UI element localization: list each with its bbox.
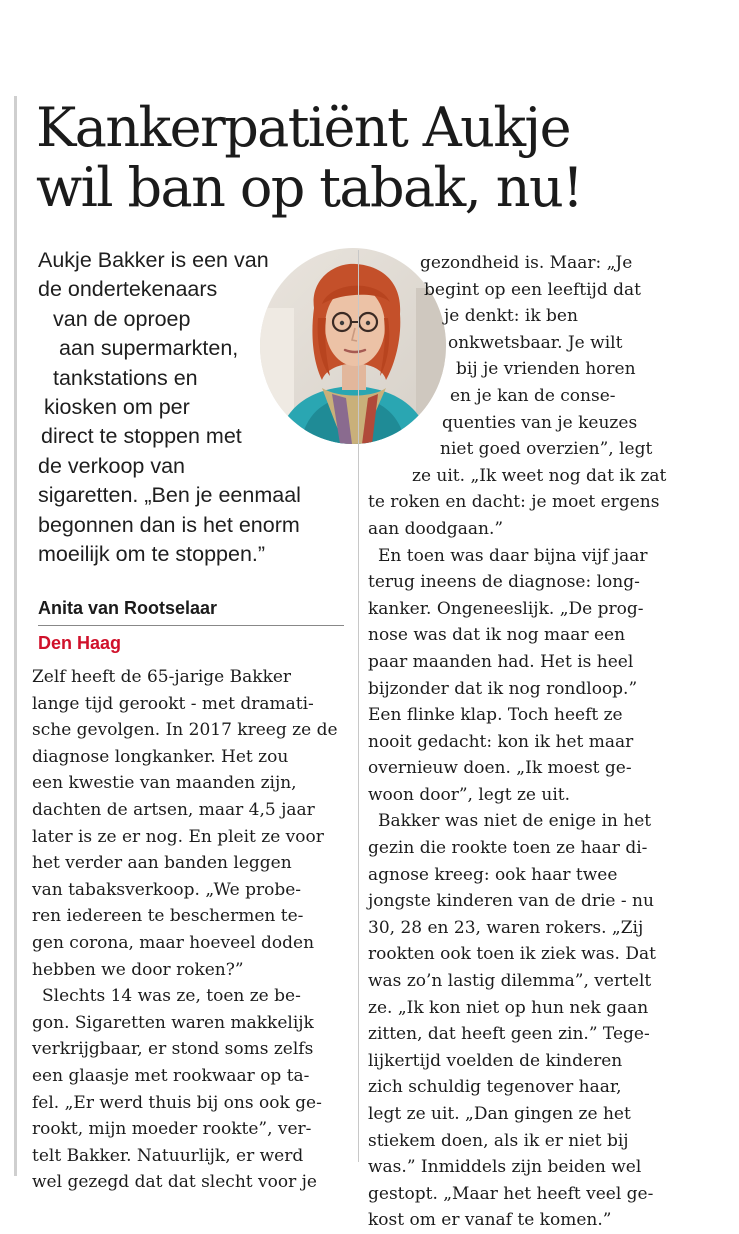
body-line: woon door”, legt ze uit. (368, 784, 571, 805)
body-line: wel gezegd dat dat slecht voor je (32, 1172, 317, 1193)
body-line: kanker. Ongeneeslijk. „De prog- (368, 598, 644, 619)
headline-line-1: Kankerpatiënt Aukje (36, 96, 570, 159)
body-line: begint op een leeftijd dat (424, 279, 641, 300)
body-line: overnieuw doen. „Ik moest ge- (368, 758, 632, 779)
body-line: zitten, dat heeft geen zin.” Tege- (368, 1024, 650, 1045)
body-line: gon. Sigaretten waren makkelijk (32, 1012, 314, 1033)
body-line: terug ineens de diagnose: long- (368, 572, 640, 593)
body-line: nose was dat ik nog maar een (368, 625, 626, 646)
byline-divider (38, 625, 344, 626)
intro-line: sigaretten. „Ben je eenmaal (38, 483, 301, 508)
body-line: je denkt: ik ben (444, 306, 578, 327)
body-line: een glaasje met rookwaar op ta- (32, 1065, 310, 1086)
body-line: zich schuldig tegenover haar, (368, 1077, 622, 1098)
body-line: gen corona, maar hoeveel doden (32, 932, 315, 953)
body-line: aan doodgaan.” (368, 518, 504, 539)
column-divider (358, 250, 359, 1162)
intro-line: begonnen dan is het enorm (38, 512, 300, 537)
body-line: Een flinke klap. Toch heeft ze (368, 705, 623, 726)
byline (38, 596, 344, 655)
body-line: van tabaksverkoop. „We probe- (32, 879, 302, 900)
body-line: gestopt. „Maar het heeft veel ge- (368, 1183, 654, 1204)
intro-line: aan supermarkten, (59, 336, 239, 361)
intro-line: van de oproep (53, 306, 191, 331)
body-line: Zelf heeft de 65-jarige Bakker (32, 667, 292, 687)
body-line: bij je vrienden horen (456, 359, 636, 380)
headline-line-2: wil ban op tabak, nu! (36, 156, 583, 219)
body-line: gezin die rookte toen ze haar di- (368, 838, 648, 859)
body-line: sche gevolgen. In 2017 kreeg ze de (32, 720, 338, 741)
body-line: ze. „Ik kon niet op hun nek gaan (368, 997, 649, 1018)
body-line: later is ze er nog. En pleit ze voor (32, 826, 324, 847)
dateline-place: Den Haag (38, 633, 122, 653)
body-line: lange tijd gerookt - met dramati- (32, 693, 314, 714)
body-line: fel. „Er werd thuis bij ons ook ge- (32, 1092, 322, 1113)
body-column-1 (32, 664, 350, 1196)
body-line: telt Bakker. Natuurlijk, er werd (32, 1145, 304, 1166)
body-line: agnose kreeg: ook haar twee (368, 864, 618, 885)
body-line: stiekem doen, als ik er niet bij (368, 1130, 629, 1151)
intro-line: direct te stoppen met (41, 424, 242, 449)
body-line: rookt, mijn moeder rookte”, ver- (32, 1119, 312, 1140)
body-line: paar maanden had. Het is heel (368, 651, 634, 672)
body-line: jongste kinderen van de drie - nu (368, 891, 654, 912)
body-line: quenties van je keuzes (442, 412, 638, 433)
body-line: onkwetsbaar. Je wilt (448, 332, 623, 353)
body-line: ren iedereen te beschermen te- (32, 906, 304, 927)
body-line: het verder aan banden leggen (32, 853, 292, 874)
author-name: Anita van Rootselaar (38, 598, 218, 618)
body-line: gezondheid is. Maar: „Je (420, 253, 633, 273)
body-line: dachten de artsen, maar 4,5 jaar (32, 799, 315, 820)
body-line: bijzonder dat ik nog rondloop.” (368, 678, 638, 699)
body-line: En toen was daar bijna vijf jaar (378, 545, 648, 566)
intro-line: de verkoop van (38, 453, 186, 478)
body-line: was zo’n lastig dilemma”, vertelt (368, 971, 652, 992)
body-line: een kwestie van maanden zijn, (32, 773, 297, 794)
article-headline (36, 98, 736, 218)
body-column-2 (368, 250, 680, 1234)
intro-line: Aukje Bakker is een van (38, 248, 269, 272)
body-line: en je kan de conse- (450, 385, 616, 406)
intro-line: tankstations en (53, 365, 198, 390)
body-line: Bakker was niet de enige in het (378, 811, 652, 832)
intro-line: kiosken om per (44, 395, 190, 420)
body-line: diagnose longkanker. Het zou (32, 746, 289, 767)
body-line: verkrijgbaar, er stond soms zelfs (32, 1039, 314, 1060)
body-line: kost om er vanaf te komen.” (368, 1210, 612, 1231)
body-line: hebben we door roken?” (32, 959, 244, 980)
intro-line: de ondertekenaars (38, 277, 218, 302)
body-line: rookten ook toen ik ziek was. Dat (368, 944, 656, 965)
intro-line: moeilijk om te stoppen.” (38, 542, 266, 567)
body-line: ze uit. „Ik weet nog dat ik zat (412, 465, 667, 486)
body-line: was.” Inmiddels zijn beiden wel (368, 1157, 642, 1178)
body-line: nooit gedacht: kon ik het maar (368, 731, 634, 752)
body-line: te roken en dacht: je moet ergens (368, 492, 660, 513)
left-margin-rule (14, 96, 17, 1176)
body-line: niet goed overzien”, legt (440, 439, 653, 460)
body-line: legt ze uit. „Dan gingen ze het (368, 1104, 631, 1124)
body-line: Slechts 14 was ze, toen ze be- (42, 986, 301, 1007)
body-line: lijkertijd voelden de kinderen (368, 1050, 623, 1071)
body-line: 30, 28 en 23, waren rokers. „Zij (368, 917, 644, 938)
